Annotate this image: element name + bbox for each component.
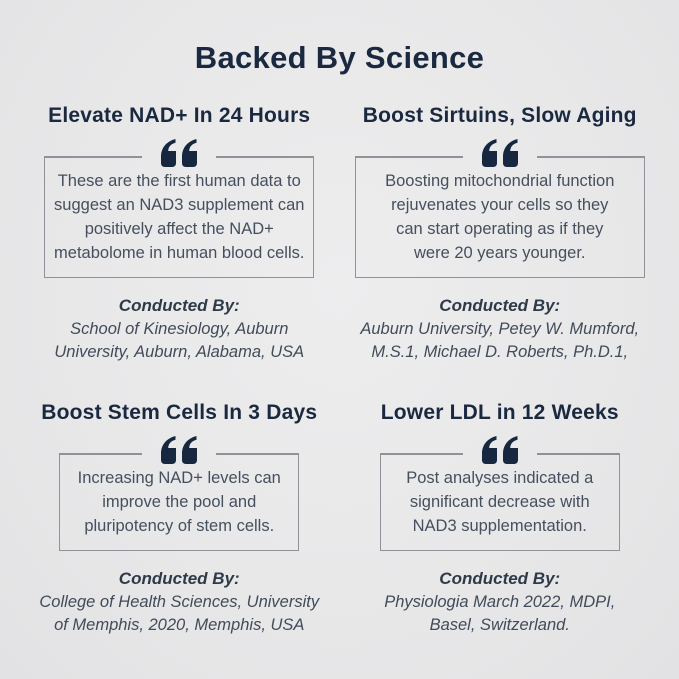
attribution-line: School of Kinesiology, Auburn xyxy=(70,320,289,338)
quote-divider-left xyxy=(381,453,463,455)
double-quote-icon xyxy=(161,139,197,167)
quote-line: metabolome in human blood cells. xyxy=(54,244,305,262)
quote-box xyxy=(59,453,299,551)
quote-line: suggest an NAD3 supplement can xyxy=(54,196,305,214)
quote-line: positively affect the NAD+ xyxy=(84,220,274,238)
quote-line: Boosting mitochondrial function xyxy=(385,172,615,190)
quote-divider-right xyxy=(216,156,313,158)
quote-line: These are the first human data to xyxy=(57,172,301,190)
quote-text xyxy=(360,169,640,265)
double-quote-icon xyxy=(482,139,518,167)
quote-box xyxy=(355,156,645,278)
conducted-by-label: Conducted By: xyxy=(118,569,240,588)
quote-line: significant decrease with xyxy=(409,493,590,511)
quote-divider-right xyxy=(216,453,298,455)
quote-text xyxy=(64,466,294,538)
card-heading: Elevate NAD+ In 24 Hours xyxy=(48,104,311,127)
conducted-by-label: Conducted By: xyxy=(439,569,561,588)
quote-line: pluripotency of stem cells. xyxy=(84,517,275,535)
quote-box xyxy=(44,156,314,278)
conducted-by xyxy=(349,293,652,364)
card-heading: Lower LDL in 12 Weeks xyxy=(380,401,619,424)
quote-line: rejuvenates your cells so they xyxy=(391,196,609,214)
quote-divider-left xyxy=(356,156,463,158)
quote-divider-right xyxy=(537,453,619,455)
attribution-line: Basel, Switzerland. xyxy=(429,616,570,634)
quote-divider-left xyxy=(60,453,142,455)
quote-line: NAD3 supplementation. xyxy=(412,517,587,535)
quote-text xyxy=(385,466,615,538)
quote-line: can start operating as if they xyxy=(396,220,604,238)
quote-divider-right xyxy=(537,156,644,158)
quote-line: Post analyses indicated a xyxy=(406,469,594,487)
conducted-by xyxy=(349,566,652,637)
quote-text xyxy=(49,169,309,265)
attribution-line: Physiologia March 2022, MDPI, xyxy=(384,593,616,611)
conducted-by-label: Conducted By: xyxy=(118,296,240,315)
card-heading: Boost Stem Cells In 3 Days xyxy=(41,401,318,424)
quote-line: improve the pool and xyxy=(102,493,257,511)
attribution-line: of Memphis, 2020, Memphis, USA xyxy=(54,616,305,634)
card-heading: Boost Sirtuins, Slow Aging xyxy=(362,104,637,127)
page-title: Backed By Science xyxy=(194,40,485,75)
quote-line: Increasing NAD+ levels can xyxy=(77,469,281,487)
attribution-line: Auburn University, Petey W. Mumford, xyxy=(360,320,640,338)
attribution-line: M.S.1, Michael D. Roberts, Ph.D.1, xyxy=(371,343,629,361)
attribution-line: College of Health Sciences, University xyxy=(39,593,320,611)
card-boost-stem-cells xyxy=(28,400,331,637)
attribution-line: University, Auburn, Alabama, USA xyxy=(54,343,305,361)
cards-grid xyxy=(0,76,679,637)
double-quote-icon xyxy=(161,436,197,464)
card-lower-ldl xyxy=(349,400,652,637)
conducted-by xyxy=(28,566,331,637)
conducted-by-label: Conducted By: xyxy=(439,296,561,315)
card-elevate-nad xyxy=(28,103,331,364)
quote-divider-left xyxy=(45,156,142,158)
card-boost-sirtuins xyxy=(349,103,652,364)
quote-line: were 20 years younger. xyxy=(413,244,586,262)
double-quote-icon xyxy=(482,436,518,464)
conducted-by xyxy=(28,293,331,364)
quote-box xyxy=(380,453,620,551)
